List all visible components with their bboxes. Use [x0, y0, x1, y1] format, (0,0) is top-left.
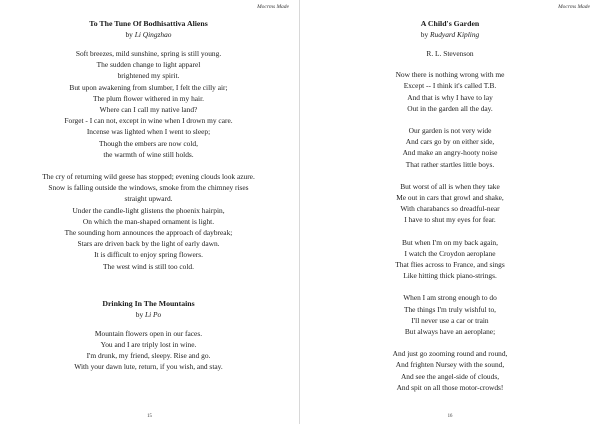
- poem-title: A Child's Garden: [420, 19, 480, 28]
- poem-line: Our garden is not very wide: [408, 126, 492, 136]
- poem-line: That flies across to France, and sings: [395, 260, 505, 270]
- poem-line: But worst of all is when they take: [400, 181, 500, 191]
- stanza: [312, 292, 588, 337]
- right-page-content: [312, 18, 588, 404]
- poem-line: The things I'm truly wishful to,: [403, 304, 497, 314]
- poem-title: Drinking In The Mountains: [102, 298, 195, 308]
- poem-byline: [12, 309, 285, 320]
- stanza: [12, 328, 285, 373]
- poem-line: That rather startles little boys.: [405, 159, 495, 169]
- poem-line: Soft breezes, mild sunshine, spring is still young.: [75, 49, 222, 58]
- page-number: 15: [147, 414, 152, 419]
- poem-line: You and I are triply lost in wine.: [100, 340, 197, 350]
- poem: [312, 18, 588, 393]
- poem-line: straight upward.: [124, 194, 173, 204]
- poem-line: The sudden change to light apparel: [96, 60, 201, 70]
- poem-author: Li Po: [145, 309, 162, 319]
- poem-line: And frighten Nursey with the sound,: [395, 360, 505, 370]
- poem-line: With your dawn lute, return, if you wish, and stay.: [74, 362, 223, 372]
- poem-epigraph: R. L. Stevenson: [426, 49, 474, 58]
- poem-line: On which the man-shaped ornament is light.: [82, 216, 215, 226]
- poem-line: Me out in cars that growl and shake,: [396, 193, 504, 203]
- running-header: Mocrms Made: [257, 4, 289, 10]
- poem-line: But when I'm on my back again,: [402, 237, 498, 247]
- poem-line: Though the embers are now cold,: [99, 138, 198, 148]
- poem-line: But upon awakening from slumber, I felt the cilly air;: [69, 82, 228, 92]
- poem-line: I'll never use a car or train: [411, 315, 489, 325]
- poem-line: It is difficult to enjoy spring flowers.: [94, 250, 203, 260]
- page-number: 16: [447, 414, 453, 419]
- poem-line: And spit on all those motor-crowds!: [396, 382, 504, 392]
- poem-title: To The Tune Of Bodhisattiva Aliens: [89, 19, 208, 28]
- stanza: [312, 181, 588, 226]
- poem-line: And see the angel-side of clouds,: [400, 371, 500, 381]
- poem-byline: [12, 29, 285, 40]
- poem-line: Under the candle-light glistens the phoenix hairpin,: [72, 205, 225, 215]
- poem-line: Where can I call my native land?: [99, 105, 198, 115]
- poem-line: And make an angry-hooty noise: [402, 148, 498, 158]
- poem-line: Snow is falling outside the windows, smoke from the chimney rises: [48, 183, 249, 193]
- stanza: [312, 348, 588, 393]
- poem-line: When I am strong enough to do: [403, 293, 497, 303]
- poem-line: With charabancs so dreadful-near: [400, 204, 500, 214]
- poem-line: Now there is nothing wrong with me: [395, 70, 505, 80]
- poem-line: I watch the Croydon aeroplane: [404, 248, 496, 258]
- byline-by: by: [135, 309, 144, 319]
- stanza: [312, 237, 588, 282]
- poem-author: Rudyard Kipling: [430, 30, 480, 39]
- poem-line: The west wind is still too cold.: [103, 261, 194, 271]
- poem-byline: [312, 29, 588, 40]
- stanza: [312, 69, 588, 114]
- poem-line: The cry of returning wild geese has stopped; evening clouds look azure.: [42, 172, 255, 182]
- poem-line: brightened my spirit.: [117, 71, 180, 81]
- poem-line: Like hitting thick piano-strings.: [403, 271, 497, 281]
- poem-line: And just go zooming round and round,: [392, 349, 508, 359]
- stanza: [12, 171, 285, 272]
- running-header: Mocrms Made: [558, 4, 590, 10]
- poem: [12, 298, 285, 373]
- right-page: [300, 0, 600, 424]
- poem-line: Out in the garden all the day.: [407, 103, 493, 113]
- poem-line: And that is why I have to lay: [407, 92, 493, 102]
- poem-author: Li Qingzhao: [134, 30, 172, 39]
- left-page-content: [12, 18, 285, 384]
- byline-by: by: [420, 30, 429, 39]
- stanza: [312, 125, 588, 170]
- poem-line: the warmth of wine still holds.: [103, 149, 194, 159]
- poem-line: Forget - I can not, except in wine when I drown my care.: [64, 116, 233, 126]
- poem-line: Incense was lighted when I went to sleep;: [86, 127, 211, 137]
- poem-line: But always have an aeroplane;: [404, 327, 496, 337]
- poem-line: And cars go by on either side,: [405, 137, 495, 147]
- poem-line: I have to shut my eyes for fear.: [404, 215, 496, 225]
- poem-line: I'm drunk, my friend, sleepy. Rise and go.: [86, 351, 211, 361]
- stanza: [12, 48, 285, 160]
- byline-by: by: [125, 30, 133, 39]
- poem-line: Except -- I think it's called T.B.: [403, 81, 497, 91]
- poem-line: Mountain flowers open in our faces.: [94, 328, 203, 338]
- poem-line: The sounding horn announces the approach of daybreak;: [64, 228, 233, 238]
- poem-line: The plum flower withered in my hair.: [92, 93, 205, 103]
- poem: [12, 18, 285, 272]
- poem-line: Stars are driven back by the light of early dawn.: [77, 239, 220, 249]
